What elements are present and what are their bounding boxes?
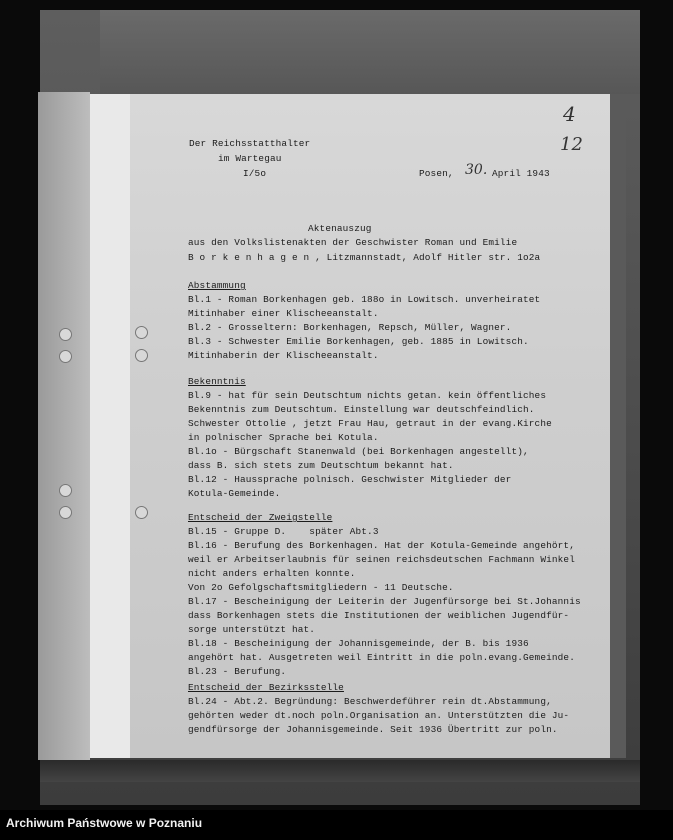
section-line: dass B. sich stets zum Deutschtum bekannt hat. — [188, 460, 454, 471]
section-line: Bekenntnis zum Deutschtum. Einstellung war deutschfeindlich. — [188, 404, 535, 415]
page-edge-shadow — [610, 94, 626, 758]
punch-hole — [59, 506, 72, 519]
section-line: nicht anders erhalten konnte. — [188, 568, 356, 579]
authority-line-2: im Wartegau — [218, 153, 282, 164]
section-line: Bl.17 - Bescheinigung der Leiterin der Jugenfürsorge bei St.Johannis — [188, 596, 581, 607]
section-line: sorge unterstützt hat. — [188, 624, 316, 635]
date-month-year: April 1943 — [492, 168, 550, 179]
paper-margin-strip — [90, 94, 130, 758]
section-line: dass Borkenhagen stets die Institutionen der weiblichen Jugendfür- — [188, 610, 570, 621]
place-label: Posen, — [419, 168, 454, 179]
document-subject: B o r k e n h a g e n , Litzmannstadt, Adolf Hitler str. 1o2a — [188, 252, 541, 263]
document-title: Aktenauszug — [308, 223, 372, 234]
section-line: Bl.9 - hat für sein Deutschtum nichts getan. kein öffentliches — [188, 390, 547, 401]
section-line: Bl.16 - Berufung des Borkenhagen. Hat der Kotula-Gemeinde angehört, — [188, 540, 575, 551]
section-line: Bl.1 - Roman Borkenhagen geb. 188o in Lowitsch. unverheiratet — [188, 294, 541, 305]
section-line: weil er Arbeitserlaubnis für seinen reichsdeutschen Fachmann Winkel — [188, 554, 575, 565]
section-line: Bl.2 - Grosseltern: Borkenhagen, Repsch, Müller, Wagner. — [188, 322, 512, 333]
section-line: Bl.23 - Berufung. — [188, 666, 287, 677]
handwritten-mark: 4 — [563, 102, 576, 126]
section-line: Kotula-Gemeinde. — [188, 488, 281, 499]
document-subtitle: aus den Volkslistenakten der Geschwister Roman und Emilie — [188, 237, 518, 248]
section-heading: Abstammung — [188, 280, 246, 291]
section-heading: Bekenntnis — [188, 376, 246, 387]
section-line: Mitinhaber einer Klischeeanstalt. — [188, 308, 379, 319]
authority-line-1: Der Reichsstatthalter — [189, 138, 311, 149]
punch-hole — [59, 484, 72, 497]
binding-strip — [38, 92, 90, 760]
punch-hole — [135, 506, 148, 519]
folder-top-flap — [100, 10, 640, 94]
section-line: in polnischer Sprache bei Kotula. — [188, 432, 379, 443]
section-line: Bl.1o - Bürgschaft Stanenwald (bei Borkenhagen angestellt), — [188, 446, 529, 457]
punch-hole — [59, 328, 72, 341]
section-line: angehört hat. Ausgetreten weil Eintritt in die poln.evang.Gemeinde. — [188, 652, 575, 663]
section-line: Bl.18 - Bescheinigung der Johannisgemeinde, der B. bis 1936 — [188, 638, 529, 649]
section-line: Von 2o Gefolgschaftsmitgliedern - 11 Deutsche. — [188, 582, 454, 593]
section-line: gendfürsorge der Johannisgemeinde. Seit 1936 Übertritt zur poln. — [188, 724, 558, 735]
section-line: Mitinhaberin der Klischeeanstalt. — [188, 350, 379, 361]
folder-bottom-band — [40, 760, 640, 782]
punch-hole — [135, 326, 148, 339]
handwritten-page-number: 12 — [560, 134, 583, 155]
section-line: Schwester Ottolie , jetzt Frau Hau, getraut in der evang.Kirche — [188, 418, 552, 429]
punch-hole — [135, 349, 148, 362]
section-line: Bl.3 - Schwester Emilie Borkenhagen, geb. 1885 in Lowitsch. — [188, 336, 529, 347]
section-heading: Entscheid der Bezirksstelle — [188, 682, 344, 693]
handwritten-date-day: 30. — [465, 162, 488, 178]
section-line: Bl.24 - Abt.2. Begründung: Beschwerdeführer rein dt.Abstammung, — [188, 696, 552, 707]
section-line: Bl.15 - Gruppe D. später Abt.3 — [188, 526, 379, 537]
archive-credit: Archiwum Państwowe w Poznaniu — [6, 816, 203, 830]
section-line: gehörten weder dt.noch poln.Organisation an. Unterstützten die Ju- — [188, 710, 570, 721]
reference-number: I/5o — [243, 168, 267, 179]
section-heading: Entscheid der Zweigstelle — [188, 512, 333, 523]
punch-hole — [59, 350, 72, 363]
section-line: Bl.12 - Haussprache polnisch. Geschwister Mitglieder der — [188, 474, 512, 485]
